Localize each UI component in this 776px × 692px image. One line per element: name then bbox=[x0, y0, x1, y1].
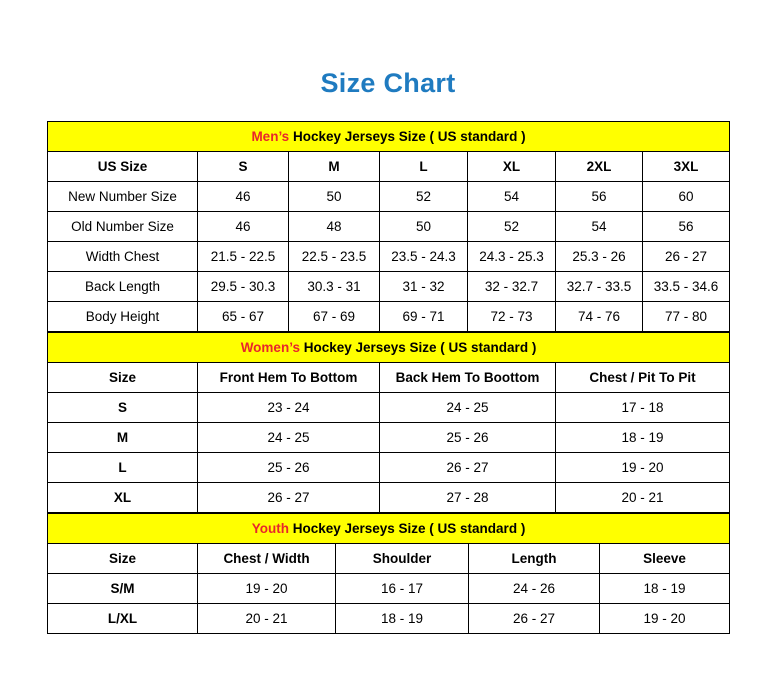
table-row bbox=[48, 393, 730, 423]
youth-col-1: Chest / Width bbox=[198, 544, 336, 574]
mens-col-0: US Size bbox=[48, 152, 198, 182]
mens-row-2-cell-2: 23.5 - 24.3 bbox=[380, 242, 468, 272]
mens-row-2-cell-1: 22.5 - 23.5 bbox=[289, 242, 380, 272]
mens-section-title-highlight: Men’s bbox=[251, 129, 290, 144]
youth-row-0-cell-1: 16 - 17 bbox=[336, 574, 469, 604]
mens-row-3-cell-0: 29.5 - 30.3 bbox=[198, 272, 289, 302]
mens-row-1-cell-3: 52 bbox=[468, 212, 556, 242]
mens-col-5: 2XL bbox=[556, 152, 643, 182]
womens-row-2-label: L bbox=[48, 453, 198, 483]
mens-row-3-label: Back Length bbox=[48, 272, 198, 302]
mens-row-0-cell-3: 54 bbox=[468, 182, 556, 212]
page-title: Size Chart bbox=[320, 68, 456, 98]
table-row bbox=[48, 423, 730, 453]
youth-size-table bbox=[47, 513, 730, 634]
mens-row-2-cell-5: 26 - 27 bbox=[643, 242, 730, 272]
womens-row-1-cell-0: 24 - 25 bbox=[198, 423, 380, 453]
youth-row-1-label: L/XL bbox=[48, 604, 198, 634]
table-row bbox=[48, 302, 730, 332]
mens-section-title bbox=[48, 122, 730, 152]
youth-section-title-highlight: Youth bbox=[251, 521, 289, 536]
table-row bbox=[48, 212, 730, 242]
womens-col-1: Front Hem To Bottom bbox=[198, 363, 380, 393]
mens-col-4: XL bbox=[468, 152, 556, 182]
table-header-row bbox=[48, 363, 730, 393]
mens-row-1-cell-2: 50 bbox=[380, 212, 468, 242]
youth-row-0-cell-0: 19 - 20 bbox=[198, 574, 336, 604]
mens-row-1-cell-4: 54 bbox=[556, 212, 643, 242]
table-row bbox=[48, 272, 730, 302]
table-row bbox=[48, 574, 730, 604]
youth-col-0: Size bbox=[48, 544, 198, 574]
youth-row-1-cell-0: 20 - 21 bbox=[198, 604, 336, 634]
youth-row-1-cell-2: 26 - 27 bbox=[469, 604, 600, 634]
size-chart-tables bbox=[47, 121, 729, 634]
table-row bbox=[48, 604, 730, 634]
table-row bbox=[48, 453, 730, 483]
mens-row-3-cell-5: 33.5 - 34.6 bbox=[643, 272, 730, 302]
mens-row-3-cell-3: 32 - 32.7 bbox=[468, 272, 556, 302]
table-section-header-row bbox=[48, 333, 730, 363]
womens-row-2-cell-2: 19 - 20 bbox=[556, 453, 730, 483]
youth-col-3: Length bbox=[469, 544, 600, 574]
womens-row-2-cell-0: 25 - 26 bbox=[198, 453, 380, 483]
womens-row-3-cell-2: 20 - 21 bbox=[556, 483, 730, 513]
mens-size-table bbox=[47, 121, 730, 332]
table-section-header-row bbox=[48, 514, 730, 544]
mens-row-0-cell-1: 50 bbox=[289, 182, 380, 212]
womens-row-0-cell-0: 23 - 24 bbox=[198, 393, 380, 423]
womens-row-1-cell-1: 25 - 26 bbox=[380, 423, 556, 453]
mens-row-3-cell-1: 30.3 - 31 bbox=[289, 272, 380, 302]
youth-row-1-cell-3: 19 - 20 bbox=[600, 604, 730, 634]
youth-col-2: Shoulder bbox=[336, 544, 469, 574]
mens-row-2-cell-0: 21.5 - 22.5 bbox=[198, 242, 289, 272]
womens-row-0-cell-1: 24 - 25 bbox=[380, 393, 556, 423]
mens-row-4-cell-2: 69 - 71 bbox=[380, 302, 468, 332]
mens-row-4-cell-4: 74 - 76 bbox=[556, 302, 643, 332]
mens-col-1: S bbox=[198, 152, 289, 182]
table-section-header-row bbox=[48, 122, 730, 152]
table-header-row bbox=[48, 544, 730, 574]
table-header-row bbox=[48, 152, 730, 182]
mens-row-1-cell-1: 48 bbox=[289, 212, 380, 242]
youth-section-title bbox=[48, 514, 730, 544]
youth-row-0-label: S/M bbox=[48, 574, 198, 604]
youth-row-0-cell-3: 18 - 19 bbox=[600, 574, 730, 604]
mens-row-1-cell-0: 46 bbox=[198, 212, 289, 242]
mens-row-0-cell-2: 52 bbox=[380, 182, 468, 212]
mens-row-4-label: Body Height bbox=[48, 302, 198, 332]
womens-row-1-cell-2: 18 - 19 bbox=[556, 423, 730, 453]
mens-row-1-label: Old Number Size bbox=[48, 212, 198, 242]
womens-section-title-rest: Hockey Jerseys Size ( US standard ) bbox=[299, 340, 537, 355]
mens-col-6: 3XL bbox=[643, 152, 730, 182]
womens-row-1-label: M bbox=[48, 423, 198, 453]
mens-row-3-cell-4: 32.7 - 33.5 bbox=[556, 272, 643, 302]
mens-row-2-cell-4: 25.3 - 26 bbox=[556, 242, 643, 272]
mens-row-4-cell-1: 67 - 69 bbox=[289, 302, 380, 332]
womens-row-3-cell-0: 26 - 27 bbox=[198, 483, 380, 513]
womens-col-3: Chest / Pit To Pit bbox=[556, 363, 730, 393]
youth-row-0-cell-2: 24 - 26 bbox=[469, 574, 600, 604]
mens-section-title-rest: Hockey Jerseys Size ( US standard ) bbox=[289, 129, 526, 144]
youth-section-title-rest: Hockey Jerseys Size ( US standard ) bbox=[288, 521, 526, 536]
mens-row-3-cell-2: 31 - 32 bbox=[380, 272, 468, 302]
mens-row-1-cell-5: 56 bbox=[643, 212, 730, 242]
mens-row-0-cell-0: 46 bbox=[198, 182, 289, 212]
womens-row-0-cell-2: 17 - 18 bbox=[556, 393, 730, 423]
mens-col-2: M bbox=[289, 152, 380, 182]
womens-col-0: Size bbox=[48, 363, 198, 393]
womens-col-2: Back Hem To Boottom bbox=[380, 363, 556, 393]
mens-row-0-label: New Number Size bbox=[48, 182, 198, 212]
womens-row-2-cell-1: 26 - 27 bbox=[380, 453, 556, 483]
table-row bbox=[48, 242, 730, 272]
womens-row-0-label: S bbox=[48, 393, 198, 423]
mens-row-4-cell-3: 72 - 73 bbox=[468, 302, 556, 332]
womens-section-title-highlight: Women’s bbox=[240, 340, 300, 355]
mens-row-0-cell-5: 60 bbox=[643, 182, 730, 212]
mens-col-3: L bbox=[380, 152, 468, 182]
womens-size-table bbox=[47, 332, 730, 513]
mens-row-2-label: Width Chest bbox=[48, 242, 198, 272]
mens-row-0-cell-4: 56 bbox=[556, 182, 643, 212]
table-row bbox=[48, 483, 730, 513]
table-row bbox=[48, 182, 730, 212]
mens-row-2-cell-3: 24.3 - 25.3 bbox=[468, 242, 556, 272]
youth-row-1-cell-1: 18 - 19 bbox=[336, 604, 469, 634]
womens-row-3-cell-1: 27 - 28 bbox=[380, 483, 556, 513]
womens-section-title bbox=[48, 333, 730, 363]
mens-row-4-cell-5: 77 - 80 bbox=[643, 302, 730, 332]
youth-col-4: Sleeve bbox=[600, 544, 730, 574]
mens-row-4-cell-0: 65 - 67 bbox=[198, 302, 289, 332]
womens-row-3-label: XL bbox=[48, 483, 198, 513]
